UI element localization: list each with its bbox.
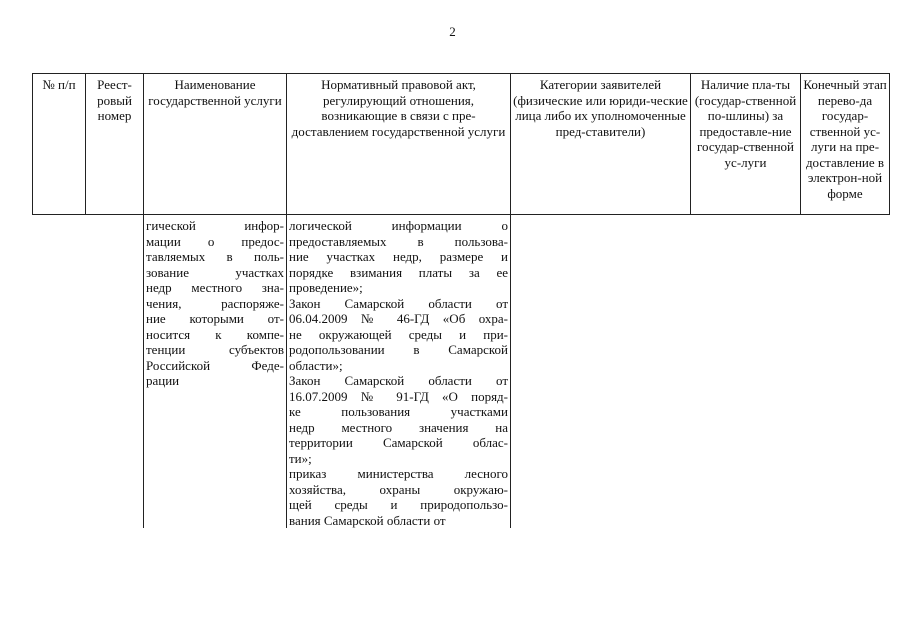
header-electronic-stage: Конечный этап перево-да государ-ственной ус-луги на пре-доставление в электрон-ной форме	[801, 74, 890, 215]
service-name-line: Российской Феде-	[146, 357, 284, 373]
cell-applicant-categories	[511, 215, 691, 529]
normative-act-line: 16.07.2009 № 91-ГД «О поряд-	[289, 388, 508, 404]
normative-act-line: ке пользования участками	[289, 404, 508, 419]
service-name-line: рации	[146, 373, 180, 388]
service-name-line: тавляемых в поль-	[146, 249, 284, 264]
normative-act-line: предоставляемых в пользова-	[289, 233, 508, 249]
table-header-row	[33, 74, 890, 215]
normative-act-paragraph	[289, 373, 508, 466]
normative-act-line: территории Самарской облас-	[289, 435, 508, 450]
header-normative-act: Нормативный правовой акт, регулирующий отношения, возникающие в связи с пре-доставлением государственной услуги	[287, 74, 511, 215]
normative-act-line: щей среды и природопользо-	[289, 497, 508, 512]
table-row	[33, 215, 890, 529]
normative-act-line: области»;	[289, 357, 343, 373]
cell-service-name	[144, 215, 287, 529]
header-number: № п/п	[33, 74, 86, 215]
service-name-line: тенции субъектов	[146, 342, 284, 357]
service-name-line: ние которыми от-	[146, 311, 284, 326]
normative-act-line: родопользовании в Самарской	[289, 342, 508, 357]
header-applicant-categories: Категории заявителей (физические или юриди-ческие лица либо их уполномоченные пред-ставители)	[511, 74, 691, 215]
normative-act-line: недр местного значения на	[289, 419, 508, 435]
normative-act-line: Закон Самарской области от	[289, 295, 508, 311]
normative-act-line: ти»;	[289, 450, 312, 466]
service-name-line: гической инфор-	[146, 218, 284, 233]
normative-act-line: хозяйства, охраны окружаю-	[289, 481, 508, 497]
normative-act-paragraph	[289, 296, 508, 374]
service-name-text	[146, 218, 284, 389]
cell-number	[33, 215, 86, 529]
normative-act-line: вания Самарской области от	[289, 512, 446, 528]
normative-act-line: проведение»;	[289, 280, 363, 295]
normative-act-line: порядке взимания платы за ее	[289, 264, 508, 280]
normative-act-line: не окружающей среды и при-	[289, 326, 508, 342]
normative-act-line: приказ министерства лесного	[289, 466, 508, 481]
normative-act-line: Закон Самарской области от	[289, 373, 508, 388]
normative-act-paragraph	[289, 466, 508, 528]
cell-normative-act	[287, 215, 511, 529]
cell-electronic-stage	[801, 215, 890, 529]
service-name-line: зование участках	[146, 264, 284, 280]
cell-registry-number	[86, 215, 144, 529]
services-registry-table	[32, 73, 890, 528]
service-name-line: недр местного зна-	[146, 280, 284, 295]
service-name-line: носится к компе-	[146, 326, 284, 342]
service-name-line: мации о предос-	[146, 233, 284, 249]
header-fee: Наличие пла-ты (государ-ственной по-шлины) за предоставле-ние государ-ственной ус-луги	[691, 74, 801, 215]
normative-act-paragraph	[289, 218, 508, 296]
normative-act-line: логической информации о	[289, 218, 508, 233]
header-registry-number: Реест-ровый номер	[86, 74, 144, 215]
service-name-line: чения, распоряже-	[146, 295, 284, 311]
cell-fee	[691, 215, 801, 529]
page-number: 2	[449, 24, 456, 39]
normative-act-line: ние участках недр, размере и	[289, 249, 508, 264]
normative-act-text	[289, 218, 508, 528]
normative-act-line: 06.04.2009 № 46-ГД «Об охра-	[289, 311, 508, 326]
header-service-name: Наименование государственной услуги	[144, 74, 287, 215]
